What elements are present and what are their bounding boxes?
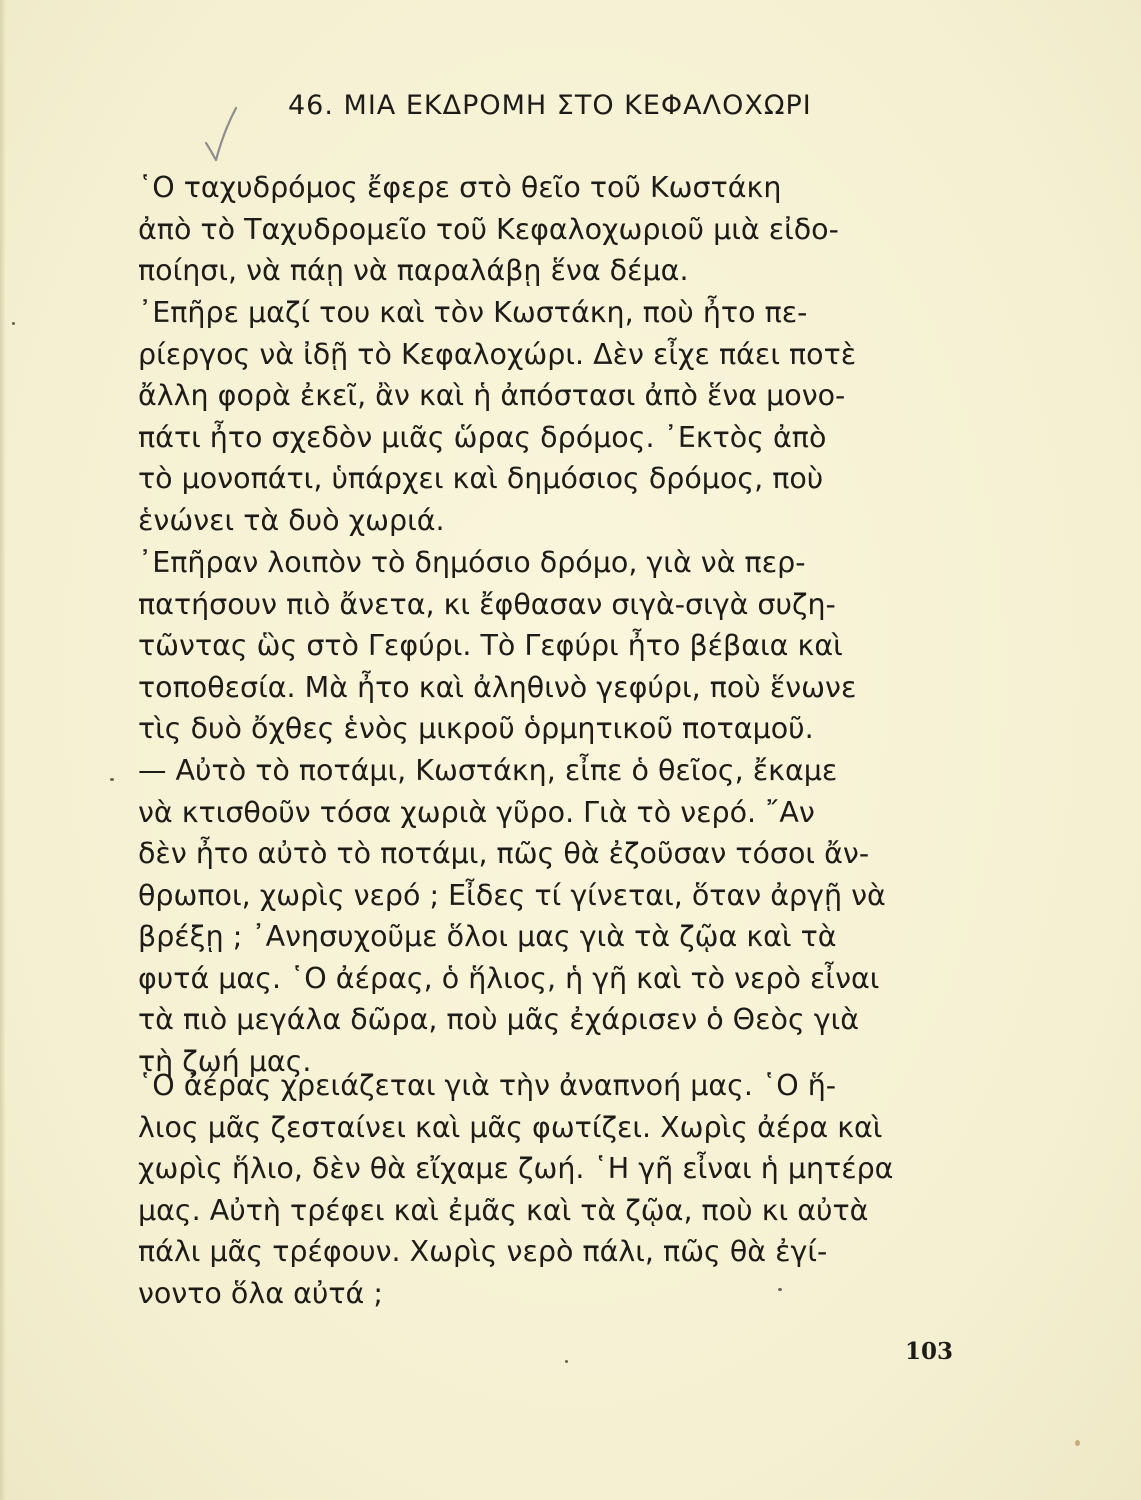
paragraph-3 — [138, 542, 968, 750]
text-line: τὶς δυὸ ὄχθες ἑνὸς μικροῦ ὁρμητικοῦ ποταμοῦ. — [138, 712, 814, 745]
paragraph-4-dialogue — [138, 750, 968, 1082]
text-line: τὰ πιὸ μεγάλα δῶρα, ποὺ μᾶς ἐχάρισεν ὁ Θεὸς γιὰ — [138, 1003, 860, 1036]
paragraph-5 — [138, 1065, 968, 1314]
paper-speck — [110, 778, 114, 781]
text-line: πατήσουν πιὸ ἄνετα, κι ἔφθασαν σιγὰ-σιγὰ συζη- — [138, 587, 836, 621]
paper-speck — [1075, 1440, 1080, 1446]
text-line: πάτι ἦτο σχεδὸν μιᾶς ὥρας δρόμος. ᾿Εκτὸς ἀπὸ — [138, 420, 827, 454]
text-line: ᾿Επῆρε μαζί του καὶ τὸν Κωστάκη, ποὺ ἦτο πε- — [138, 296, 808, 329]
text-line: ἄλλη φορὰ ἐκεῖ, ἂν καὶ ἡ ἀπόστασι ἀπὸ ἕνα μονο- — [138, 379, 846, 412]
text-line: ἑνώνει τὰ δυὸ χωριά. — [138, 503, 445, 537]
text-line: μας. Αὐτὴ τρέφει καὶ ἐμᾶς καὶ τὰ ζῷα, ποὺ κι αὐτὰ — [138, 1193, 869, 1227]
text-line: τὸ μονοπάτι, ὑπάρχει καὶ δημόσιος δρόμος, ποὺ — [138, 462, 824, 495]
paragraph-2 — [138, 292, 968, 541]
paper-speck — [778, 1288, 782, 1291]
page-edge-shadow — [0, 0, 6, 1500]
text-line: νὰ κτισθοῦν τόσα χωριὰ γῦρο. Γιὰ τὸ νερό. ῎Αν — [138, 795, 815, 829]
paper-speck — [565, 1360, 568, 1363]
text-line: νοντο ὅλα αὐτά ; — [138, 1276, 383, 1310]
text-line: φυτά μας. ῾Ο ἀέρας, ὁ ἥλιος, ἡ γῆ καὶ τὸ νερὸ εἶναι — [138, 961, 880, 995]
text-line: ποίησι, νὰ πάῃ νὰ παραλάβῃ ἕνα δέμα. — [138, 254, 689, 287]
text-line: ῾Ο ἀέρας χρειάζεται γιὰ τὴν ἀναπνοή μας. ῾Ο ἥ- — [138, 1069, 837, 1102]
text-line: — Αὐτὸ τὸ ποτάμι, Κωστάκη, εἶπε ὁ θεῖος, ἔκαμε — [138, 754, 838, 787]
text-line: θρωποι, χωρὶς νερό ; Εἶδες τί γίνεται, ὅταν ἀργῇ νὰ — [138, 878, 886, 912]
text-line: βρέξῃ ; ᾿Ανησυχοῦμε ὅλοι μας γιὰ τὰ ζῷα καὶ τὰ — [138, 920, 837, 953]
text-line: τοποθεσία. Μὰ ἦτο καὶ ἀληθινὸ γεφύρι, ποὺ ἕνωνε — [138, 670, 857, 704]
pencil-checkmark-icon — [203, 105, 239, 163]
page-number: 103 — [905, 1338, 954, 1365]
text-line: λιος μᾶς ζεσταίνει καὶ μᾶς φωτίζει. Χωρὶς ἀέρα καὶ — [138, 1110, 883, 1144]
paper-speck — [12, 322, 15, 325]
text-line: χωρὶς ἥλιο, δὲν θὰ εἴχαμε ζωή. ῾Η γῆ εἶναι ἡ μητέρα — [138, 1152, 894, 1185]
text-line: πάλι μᾶς τρέφουν. Χωρὶς νερὸ πάλι, πῶς θὰ ἐγί- — [138, 1235, 828, 1268]
text-line: τῶντας ὣς στὸ Γεφύρι. Τὸ Γεφύρι ἦτο βέβαια καὶ — [138, 629, 843, 662]
text-line: ῾Ο ταχυδρόμος ἔφερε στὸ θεῖο τοῦ Κωστάκη — [138, 171, 782, 204]
text-line: ρίεργος νὰ ἰδῇ τὸ Κεφαλοχώρι. Δὲν εἶχε πάει ποτὲ — [138, 337, 857, 371]
chapter-title: 46. ΜΙΑ ΕΚΔΡΟΜΗ ΣΤΟ ΚΕΦΑΛΟΧΩΡΙ — [288, 90, 812, 121]
text-line: ἀπὸ τὸ Ταχυδρομεῖο τοῦ Κεφαλοχωριοῦ μιὰ εἰδο- — [138, 212, 839, 246]
text-line: δὲν ἦτο αὐτὸ τὸ ποτάμι, πῶς θὰ ἐζοῦσαν τόσοι ἄν- — [138, 837, 870, 870]
paragraph-1 — [138, 167, 968, 292]
text-line: τὴ ζωή μας. — [138, 1044, 312, 1078]
text-line: ᾿Επῆραν λοιπὸν τὸ δημόσιο δρόμο, γιὰ νὰ περ- — [138, 546, 806, 579]
